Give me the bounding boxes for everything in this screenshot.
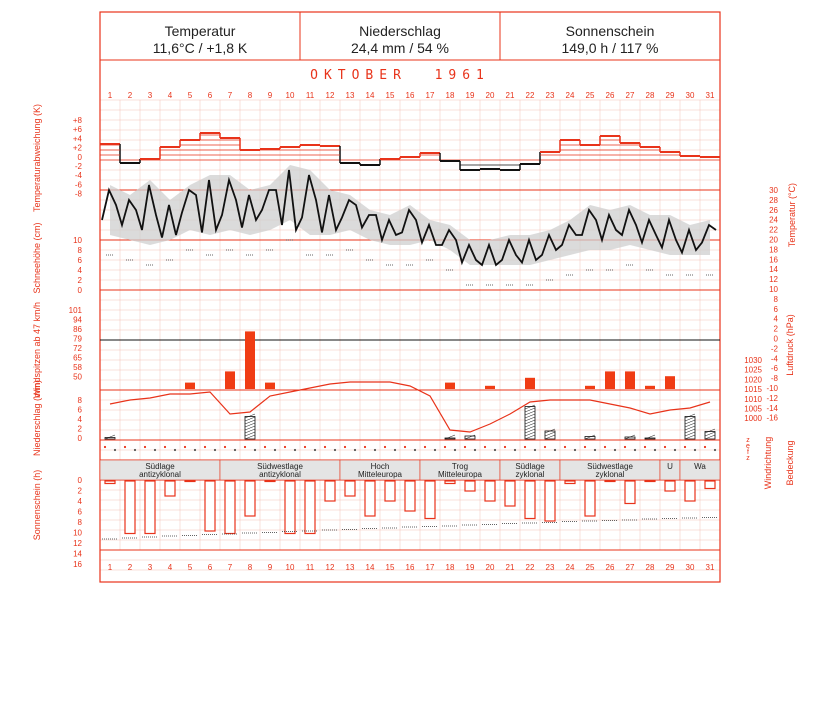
day-label-top: 14	[365, 91, 375, 100]
temperature-tick: 24	[769, 215, 778, 225]
day-label-top: 24	[565, 91, 575, 100]
month-title: OKTOBER 1961	[310, 68, 490, 83]
sun-tick: 16	[73, 560, 82, 569]
sunshine-bar	[665, 481, 675, 491]
gust-tick: 86	[73, 325, 82, 334]
day-label-top: 17	[425, 91, 435, 100]
cloud-dot	[414, 449, 416, 451]
weather-type-line1: Wa	[694, 462, 706, 471]
cloud-axis-title: Bedeckung	[785, 440, 795, 486]
sunshine-bar	[165, 481, 175, 496]
precip-tick: 8	[77, 396, 82, 405]
wind-dot	[524, 446, 526, 448]
day-label-bottom: 9	[267, 563, 273, 572]
temperature-tick: 14	[769, 265, 778, 275]
pressure-axis-title: Luftdruck (hPa)	[785, 314, 795, 376]
wind-dot	[584, 446, 586, 448]
pressure-tick: 1015	[744, 385, 762, 395]
cloud-dot	[574, 449, 576, 451]
day-label-top: 3	[147, 91, 153, 100]
temperature-tick: 8	[773, 294, 778, 304]
sun-tick: 12	[73, 539, 82, 548]
day-label-bottom: 2	[127, 563, 133, 572]
day-label-bottom: 5	[187, 563, 193, 572]
day-label-top: 31	[705, 91, 715, 100]
cloud-tick: f	[747, 449, 749, 456]
wind-dot	[244, 446, 246, 448]
cloud-dot	[534, 449, 536, 451]
temperature-tick: 6	[773, 304, 778, 314]
wind-dot	[304, 446, 306, 448]
day-label-top: 6	[207, 91, 213, 100]
day-label-top: 25	[585, 91, 595, 100]
sun-tick: 10	[73, 528, 82, 538]
day-label-top: 12	[325, 91, 335, 100]
day-label-bottom: 4	[167, 563, 173, 572]
wind-dot	[544, 446, 546, 448]
snow-tick: 10	[73, 236, 82, 245]
temperature-tick: -4	[770, 354, 778, 364]
weather-type-line1: Südwestlage	[257, 462, 303, 471]
weather-type-line1: Südlage	[515, 462, 545, 471]
temperature-tick: -16	[766, 413, 778, 423]
snow-tick: 0	[77, 286, 82, 295]
cloud-dot	[294, 449, 296, 451]
wind-gust-bar	[525, 378, 535, 389]
day-label-bottom: 19	[465, 563, 475, 572]
temp-dev-axis-title: Temperaturabweichung (K)	[32, 103, 42, 213]
sunshine-bar	[325, 481, 335, 501]
day-label-bottom: 8	[247, 563, 253, 572]
day-label-bottom: 15	[385, 563, 395, 572]
temp-dev-tick: -6	[74, 180, 82, 190]
cloud-tick: e	[746, 443, 750, 450]
cloud-dot	[314, 449, 316, 451]
weather-type-line1: Trog	[451, 462, 469, 471]
snow-tick: 2	[77, 276, 82, 285]
temperature-axis-title: Temperatur (°C)	[787, 182, 797, 248]
sunshine-bar	[345, 481, 355, 496]
temp-dev-tick: +8	[72, 116, 82, 125]
cloud-dot	[154, 449, 156, 451]
wind-dot	[144, 446, 146, 448]
cloud-dot	[114, 449, 116, 451]
day-label-bottom: 13	[345, 563, 355, 572]
day-label-top: 5	[187, 91, 193, 100]
day-label-bottom: 26	[605, 563, 615, 572]
temp-dev-tick: 0	[77, 152, 82, 162]
day-label-bottom: 17	[425, 563, 435, 572]
temperature-tick: 28	[769, 195, 778, 205]
sunshine-label: Sonnenschein	[565, 23, 655, 39]
day-label-top: 22	[525, 91, 535, 100]
wind-gust-bar	[485, 386, 495, 389]
wind-dot	[664, 446, 666, 448]
weather-type-line1: Südlage	[145, 462, 175, 471]
day-label-bottom: 14	[365, 563, 375, 572]
sunshine-bar	[465, 481, 475, 491]
weather-type-line2: Mitteleuropa	[437, 470, 483, 479]
wind-dot	[644, 446, 646, 448]
wind-gust-bar	[645, 386, 655, 389]
temp-dev-tick: +4	[72, 134, 82, 144]
sunshine-value: 149,0 h / 117 %	[561, 40, 659, 56]
wind-gust-bar	[265, 383, 275, 389]
day-label-top: 21	[505, 91, 515, 100]
snow-tick: 4	[77, 266, 82, 275]
sun-tick: 4	[77, 497, 82, 506]
sunshine-bar	[365, 481, 375, 516]
temp-dev-tick: -8	[74, 189, 82, 199]
sunshine-bar	[145, 481, 155, 534]
day-label-bottom: 25	[585, 563, 595, 572]
sunshine-bar	[265, 481, 275, 482]
wind-dot	[284, 446, 286, 448]
cloud-dot	[174, 449, 176, 451]
cloud-dot	[554, 449, 556, 451]
gust-tick: 50	[73, 372, 82, 382]
sunshine-bar	[245, 481, 255, 516]
wind-axis-title: Windrichtung	[763, 436, 773, 490]
cloud-dot	[654, 449, 656, 451]
cloud-tick: z	[746, 437, 750, 444]
day-label-bottom: 22	[525, 563, 535, 572]
temperature-tick: -10	[766, 384, 778, 393]
sun-tick: 6	[77, 507, 82, 517]
day-label-bottom: 30	[685, 563, 695, 572]
day-label-top: 20	[485, 91, 495, 100]
sunshine-bar	[645, 481, 655, 482]
sunshine-bar	[185, 481, 195, 482]
day-label-bottom: 29	[665, 563, 675, 572]
precip-tick: 2	[77, 424, 82, 434]
temperature-tick: 30	[769, 186, 778, 195]
sunshine-bar	[545, 481, 555, 521]
sunshine-bar	[125, 481, 135, 534]
wind-dot	[484, 446, 486, 448]
wind-dot	[624, 446, 626, 448]
day-label-top: 11	[305, 91, 315, 100]
day-label-top: 10	[285, 91, 295, 100]
gust-tick: 58	[73, 363, 82, 372]
day-label-top: 9	[267, 91, 273, 100]
sun-tick: 2	[77, 486, 82, 496]
weather-type-line2: antizyklonal	[139, 470, 181, 479]
wind-dot	[324, 446, 326, 448]
cloud-dot	[254, 449, 256, 451]
cloud-dot	[634, 449, 636, 451]
temperature-value: 11,6°C / +1,8 K	[152, 40, 248, 56]
sunshine-bar	[105, 481, 115, 484]
sunshine-bar	[385, 481, 395, 501]
temperature-tick: 12	[769, 275, 778, 285]
day-label-bottom: 6	[207, 563, 213, 572]
day-label-bottom: 27	[625, 563, 635, 572]
snow-tick: 8	[77, 246, 82, 255]
temperature-tick: 2	[773, 324, 778, 334]
weather-type-line2: zyklonal	[515, 470, 545, 479]
temperature-tick: 16	[769, 255, 778, 265]
precip-tick: 4	[77, 415, 82, 424]
day-label-top: 7	[227, 91, 233, 100]
summary-header	[153, 23, 659, 56]
wind-dot	[424, 446, 426, 448]
day-label-top: 8	[247, 91, 253, 100]
sunshine-bar	[565, 481, 575, 484]
day-label-top: 26	[605, 91, 615, 100]
day-label-bottom: 12	[325, 563, 335, 572]
day-label-bottom: 10	[285, 563, 295, 572]
cloud-dot	[394, 449, 396, 451]
temp-dev-tick: +2	[72, 143, 82, 153]
wind-dot	[224, 446, 226, 448]
wind-dot	[444, 446, 446, 448]
cloud-dot	[214, 449, 216, 451]
wind-gust-bar	[445, 383, 455, 389]
sun-axis-title: Sonnenschein (h)	[32, 469, 42, 541]
gust-axis-title: Windspitzen ab 47 km/h	[32, 301, 42, 399]
wind-gust-bar	[185, 383, 195, 389]
precipitation-bar	[625, 437, 635, 439]
wind-dot	[264, 446, 266, 448]
cloud-dot	[474, 449, 476, 451]
cloud-dot	[134, 449, 136, 451]
day-label-bottom: 1	[107, 563, 113, 572]
temp-dev-tick: -4	[74, 171, 82, 181]
sunshine-bar	[505, 481, 515, 506]
weather-type-line2: zyklonal	[595, 470, 625, 479]
day-label-bottom: 28	[645, 563, 655, 572]
wind-dot	[684, 446, 686, 448]
day-label-top: 2	[127, 91, 133, 100]
sun-tick: 14	[73, 549, 82, 559]
cloud-dot	[494, 449, 496, 451]
temperature-tick: -8	[770, 374, 778, 384]
wind-dot	[184, 446, 186, 448]
day-label-top: 29	[665, 91, 675, 100]
temperature-tick: -12	[766, 393, 778, 403]
gust-tick: 94	[73, 315, 82, 325]
pressure-tick: 1010	[744, 394, 762, 404]
gust-tick: 65	[73, 353, 82, 363]
precip-tick: 6	[77, 405, 82, 415]
weather-type-line2: Mitteleuropa	[357, 470, 403, 479]
temp-dev-tick: -2	[74, 162, 82, 171]
temperature-tick: 4	[773, 314, 778, 324]
day-label-bottom: 20	[485, 563, 495, 572]
sunshine-bar	[285, 481, 295, 534]
day-label-top: 23	[545, 91, 555, 100]
cloud-dot	[714, 449, 716, 451]
wind-dot	[564, 446, 566, 448]
pressure-tick: 1030	[744, 356, 762, 365]
sunshine-bar	[605, 481, 615, 482]
wind-dot	[124, 446, 126, 448]
sunshine-bar	[225, 481, 235, 534]
wind-dot	[704, 446, 706, 448]
day-label-top: 27	[625, 91, 635, 100]
cloud-dot	[194, 449, 196, 451]
gust-tick: 101	[68, 306, 82, 315]
cloud-dot	[234, 449, 236, 451]
pressure-tick: 1005	[744, 404, 762, 414]
snow-tick: 6	[77, 256, 82, 265]
day-label-top: 28	[645, 91, 655, 100]
sun-tick: 8	[77, 518, 82, 527]
day-label-top: 13	[345, 91, 355, 100]
gust-tick: 72	[73, 344, 82, 353]
wind-gust-bar	[605, 371, 615, 389]
sunshine-bar	[525, 481, 535, 519]
cloud-dot	[614, 449, 616, 451]
temperature-tick: 0	[773, 334, 778, 344]
temperature-tick: -2	[770, 344, 778, 354]
wind-dot	[464, 446, 466, 448]
pressure-tick: 1025	[744, 365, 762, 375]
precip-axis-title: Niederschlag (mm)	[32, 379, 42, 457]
day-label-bottom: 11	[305, 563, 315, 572]
day-label-top: 15	[385, 91, 395, 100]
temp-dev-tick: +6	[72, 125, 82, 135]
cloud-dot	[274, 449, 276, 451]
weather-type-line1: U	[667, 462, 673, 471]
sunshine-bar	[585, 481, 595, 516]
weather-type-line2: antizyklonal	[259, 470, 301, 479]
day-label-top: 30	[685, 91, 695, 100]
sunshine-bar	[305, 481, 315, 534]
day-label-top: 19	[465, 91, 475, 100]
wind-gust-bar	[225, 371, 235, 389]
cloud-dot	[454, 449, 456, 451]
temperature-label: Temperatur	[164, 23, 236, 39]
pressure-tick: 1020	[744, 375, 762, 385]
pressure-tick: 1000	[744, 414, 762, 424]
gust-tick: 79	[73, 334, 82, 344]
sunshine-bar	[445, 481, 455, 484]
temperature-tick: 22	[769, 225, 778, 235]
day-label-top: 4	[167, 91, 173, 100]
sunshine-bar	[625, 481, 635, 504]
precip-tick: 0	[77, 434, 82, 443]
cloud-tick: z	[746, 455, 750, 462]
wind-dot	[404, 446, 406, 448]
day-label-top: 18	[445, 91, 455, 100]
snow-axis-title: Schneehöhe (cm)	[32, 222, 42, 294]
precipitation-value: 24,4 mm / 54 %	[350, 40, 450, 56]
sunshine-bar	[425, 481, 435, 519]
wind-dot	[604, 446, 606, 448]
sun-tick: 0	[77, 476, 82, 485]
sunshine-bar	[405, 481, 415, 511]
temperature-tick: 26	[769, 205, 778, 215]
wind-dot	[104, 446, 106, 448]
wind-dot	[384, 446, 386, 448]
wind-dot	[504, 446, 506, 448]
day-label-bottom: 23	[545, 563, 555, 572]
day-label-bottom: 24	[565, 563, 575, 572]
cloud-dot	[374, 449, 376, 451]
sunshine-bar	[205, 481, 215, 531]
day-label-bottom: 21	[505, 563, 515, 572]
cloud-dot	[594, 449, 596, 451]
temperature-tick: 10	[769, 285, 778, 294]
precipitation-label: Niederschlag	[359, 23, 441, 39]
wind-gust-bar	[245, 331, 255, 389]
sunshine-bar	[705, 481, 715, 489]
wind-dot	[364, 446, 366, 448]
temperature-tick: 20	[769, 235, 778, 245]
wind-dot	[204, 446, 206, 448]
day-label-top: 1	[107, 91, 113, 100]
wind-dot	[164, 446, 166, 448]
day-label-top: 16	[405, 91, 415, 100]
day-label-bottom: 31	[705, 563, 715, 572]
weather-type-line1: Hoch	[370, 462, 390, 471]
weather-type-line1: Südwestlage	[587, 462, 633, 471]
cloud-dot	[334, 449, 336, 451]
wind-gust-bar	[625, 371, 635, 389]
day-label-bottom: 18	[445, 563, 455, 572]
cloud-dot	[674, 449, 676, 451]
sunshine-bar	[685, 481, 695, 501]
cloud-dot	[434, 449, 436, 451]
sunshine-bar	[485, 481, 495, 501]
temperature-tick: -14	[766, 403, 778, 413]
wind-gust-bar	[665, 376, 675, 389]
wind-gust-bar	[585, 386, 595, 389]
temperature-tick: 18	[769, 245, 778, 255]
wind-dot	[344, 446, 346, 448]
day-label-bottom: 16	[405, 563, 415, 572]
cloud-dot	[354, 449, 356, 451]
cloud-dot	[514, 449, 516, 451]
day-label-bottom: 7	[227, 563, 233, 572]
day-label-bottom: 3	[147, 563, 153, 572]
cloud-dot	[694, 449, 696, 451]
temperature-tick: -6	[770, 364, 778, 374]
